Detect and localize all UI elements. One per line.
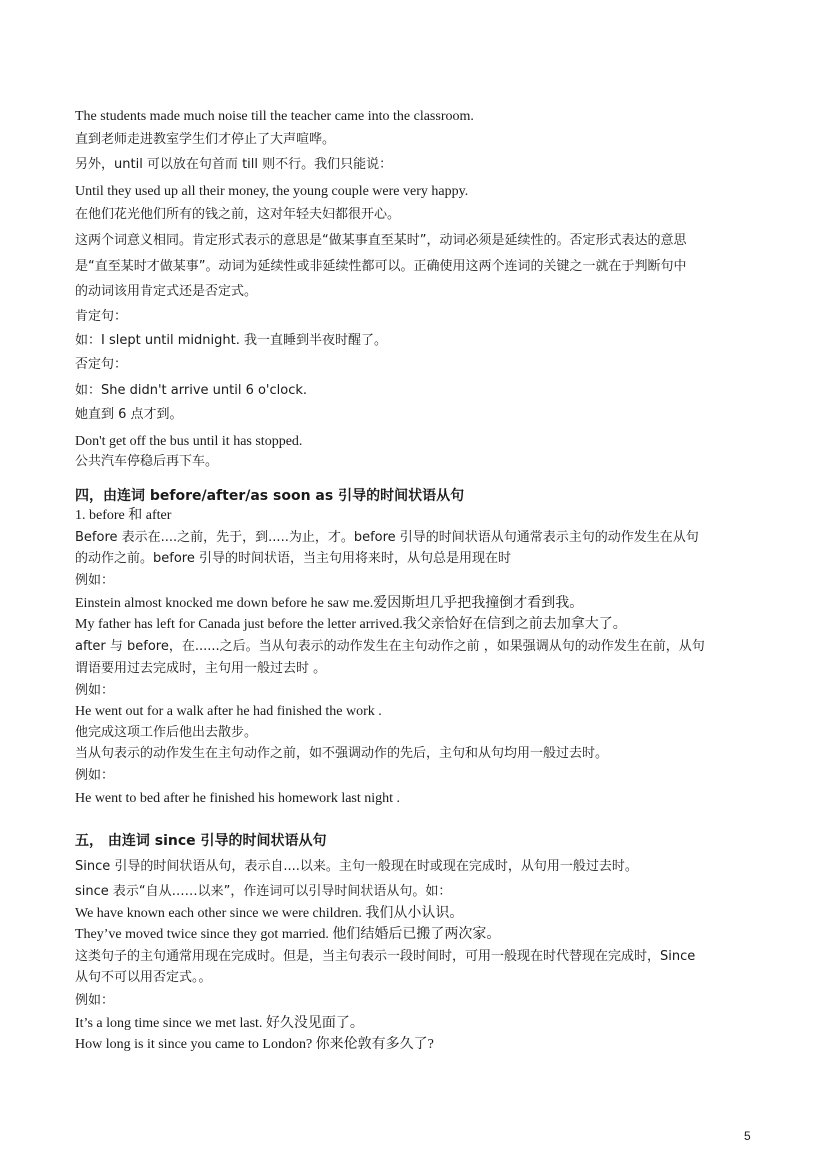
- text-line: 例如：: [75, 683, 115, 698]
- text-line: 直到老师走进教室学生们才停止了大声喧哗。: [75, 132, 336, 147]
- text-line: 她直到 6 点才到。: [75, 407, 183, 422]
- text-line: The students made much noise till the teacher came into the classroom.: [75, 109, 474, 124]
- text-line: They’ve moved twice since they got married. 他们结婚后已搬了两次家。: [75, 927, 501, 942]
- text-line: Until they used up all their money, the young couple were very happy.: [75, 184, 469, 199]
- text-line: Einstein almost knocked me down before he saw me.爱因斯坦几乎把我撞倒才看到我。: [75, 596, 584, 611]
- text-line: 例如：: [75, 573, 115, 588]
- text-line: Don't get off the bus until it has stopped.: [75, 434, 303, 449]
- text-line: since 表示“自从……以来”，作连词可以引导时间状语从句。如：: [75, 884, 452, 899]
- text-line: 的动作之前。before 引导的时间状语，当主句用将来时，从句总是用现在时: [75, 551, 511, 566]
- text-line: 否定句：: [75, 357, 128, 372]
- text-line: We have known each other since we were children. 我们从小认识。: [75, 906, 464, 921]
- text-line: 当从句表示的动作发生在主句动作之前，如不强调动作的先后，主句和从句均用一般过去时。: [75, 746, 609, 761]
- page-number: 5: [744, 1129, 751, 1143]
- section-heading: 五， 由连词 since 引导的时间状语从句: [75, 833, 327, 849]
- text-line: He went out for a walk after he had finished the work .: [75, 704, 382, 719]
- text-line: 公共汽车停稳后再下车。: [75, 454, 219, 469]
- text-line: 在他们花光他们所有的钱之前，这对年轻夫妇都很开心。: [75, 207, 401, 222]
- text-line: 如：She didn't arrive until 6 o'clock.: [75, 383, 308, 398]
- text-line: 谓语要用过去完成时，主句用一般过去时 。: [75, 661, 327, 676]
- text-line: 是“直至某时才做某事”。动词为延续性或非延续性都可以。正确使用这两个连词的关键之一就在于判断句中: [75, 259, 687, 274]
- text-line: 这两个词意义相同。肯定形式表示的意思是“做某事直至某时”，动词必须是延续性的。否定形式表达的意思: [75, 233, 687, 248]
- text-line: 他完成这项工作后他出去散步。: [75, 725, 258, 740]
- text-line: 肯定句：: [75, 309, 128, 324]
- text-line: Before 表示在....之前，先于，到.....为止，才。before 引导的时间状语从句通常表示主句的动作发生在从句: [75, 530, 699, 545]
- text-line: My father has left for Canada just before the letter arrived.我父亲恰好在信到之前去加拿大了。: [75, 617, 627, 632]
- subsection-heading: 1. before 和 after: [75, 508, 172, 523]
- text-line: He went to bed after he finished his homework last night .: [75, 791, 401, 806]
- text-line: Since 引导的时间状语从句，表示自....以来。主句一般现在时或现在完成时，从句用一般过去时。: [75, 859, 638, 874]
- text-line: It’s a long time since we met last. 好久没见面了。: [75, 1016, 364, 1031]
- text-line: 例如：: [75, 993, 115, 1008]
- text-line: 例如：: [75, 768, 115, 783]
- text-line: 从句不可以用否定式。。: [75, 970, 212, 985]
- text-line: 另外，until 可以放在句首而 till 则不行。我们只能说：: [75, 157, 393, 172]
- text-line: How long is it since you came to London? 你来伦敦有多久了?: [75, 1037, 434, 1052]
- text-line: 这类句子的主句通常用现在完成时。但是，当主句表示一段时间时，可用一般现在时代替现在完成时，Since: [75, 949, 696, 964]
- text-line: 如：I slept until midnight. 我一直睡到半夜时醒了。: [75, 333, 387, 348]
- text-line: after 与 before，在......之后。当从句表示的动作发生在主句动作之前 ，如果强调从句的动作发生在前，从句: [75, 639, 705, 654]
- text-line: 的动词该用肯定式还是否定式。: [75, 284, 258, 299]
- section-heading: 四，由连词 before/after/as soon as 引导的时间状语从句: [75, 488, 465, 504]
